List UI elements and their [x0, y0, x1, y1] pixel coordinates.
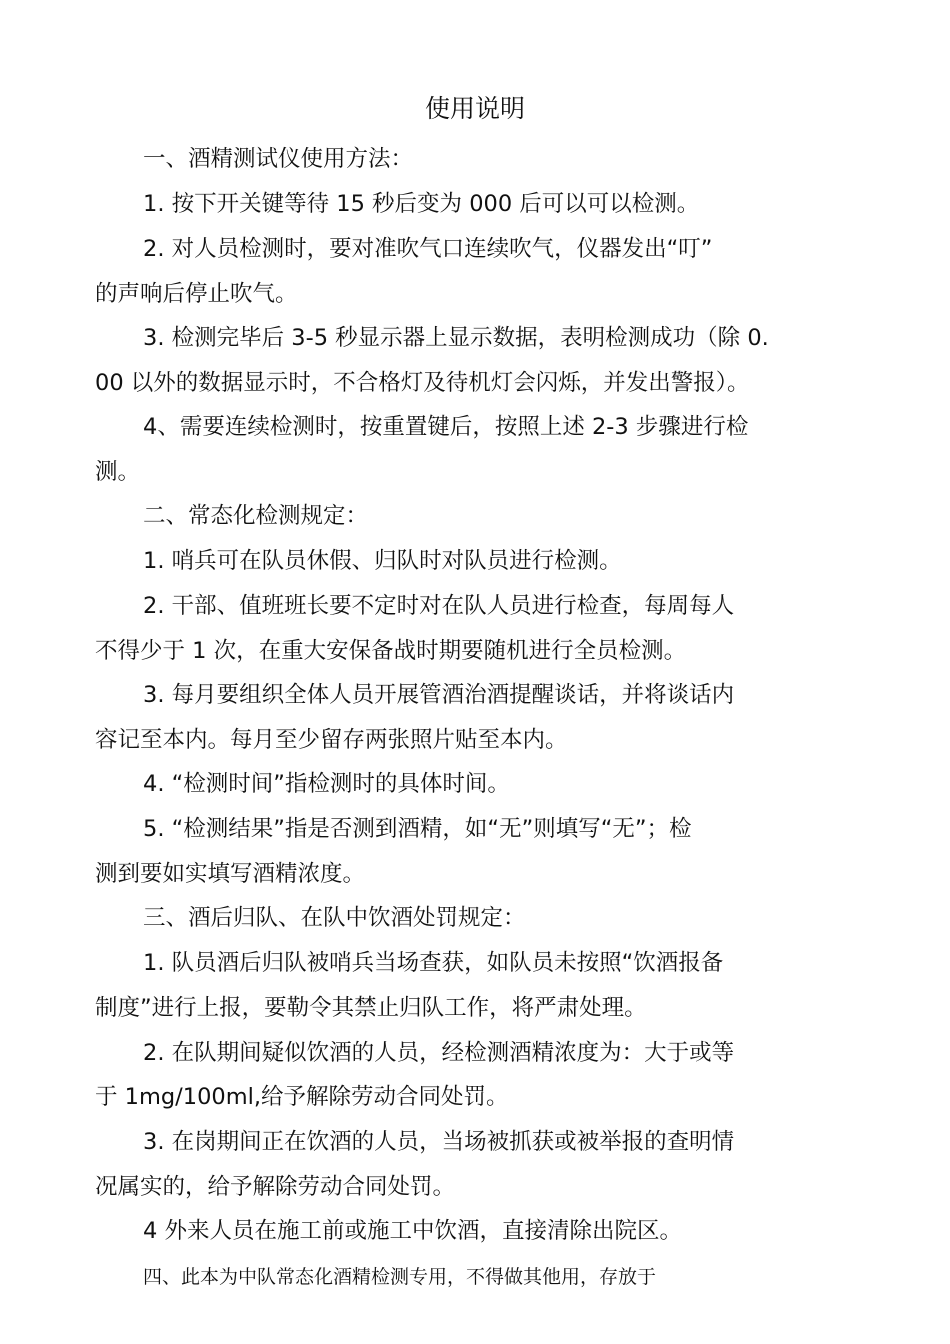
paragraph-line: 2. 在队期间疑似饮酒的人员，经检测酒精浓度为：大于或等	[143, 1040, 735, 1066]
paragraph-line: 2. 对人员检测时，要对准吹气口连续吹气，仪器发出“叮”	[143, 236, 713, 262]
paragraph-line: 5. “检测结果”指是否测到酒精，如“无”则填写“无”；检	[143, 816, 692, 842]
section-heading-1: 一、酒精测试仪使用方法：	[143, 146, 414, 172]
paragraph-line: 测到要如实填写酒精浓度。	[95, 861, 366, 887]
paragraph-line: 4 外来人员在施工前或施工中饮酒，直接清除出院区。	[143, 1218, 682, 1244]
paragraph-line: 4. “检测时间”指检测时的具体时间。	[143, 771, 510, 797]
page-title: 使用说明	[424, 94, 525, 123]
paragraph-line: 况属实的，给予解除劳动合同处罚。	[95, 1174, 456, 1200]
section-heading-4: 四、此本为中队常态化酒精检测专用，不得做其他用，存放于	[143, 1266, 657, 1288]
paragraph-line: 1. 按下开关键等待 15 秒后变为 000 后可以可以检测。	[143, 191, 700, 217]
section-heading-2: 二、常态化检测规定：	[143, 503, 369, 529]
paragraph-line: 不得少于 1 次，在重大安保备战时期要随机进行全员检测。	[95, 638, 687, 664]
paragraph-line: 容记至本内。每月至少留存两张照片贴至本内。	[95, 727, 568, 753]
section-heading-3: 三、酒后归队、在队中饮酒处罚规定：	[143, 905, 526, 931]
paragraph-line: 3. 每月要组织全体人员开展管酒治酒提醒谈话，并将谈话内	[143, 682, 735, 708]
paragraph-line: 1. 队员酒后归队被哨兵当场查获，如队员未按照“饮酒报备	[143, 950, 724, 976]
paragraph-line: 3. 在岗期间正在饮酒的人员，当场被抓获或被举报的查明情	[143, 1129, 735, 1155]
paragraph-line: 的声响后停止吹气。	[95, 281, 298, 307]
paragraph-line: 4、需要连续检测时，按重置键后，按照上述 2-3 步骤进行检	[143, 414, 749, 440]
paragraph-line: 制度”进行上报，要勒令其禁止归队工作，将严肃处理。	[95, 995, 647, 1021]
paragraph-line: 00 以外的数据显示时，不合格灯及待机灯会闪烁，并发出警报）。	[95, 370, 750, 396]
paragraph-line: 于 1mg/100ml,给予解除劳动合同处罚。	[95, 1084, 509, 1110]
paragraph-line: 3. 检测完毕后 3-5 秒显示器上显示数据，表明检测成功（除 0.	[143, 325, 769, 351]
paragraph-line: 测。	[95, 459, 141, 485]
paragraph-line: 2. 干部、值班班长要不定时对在队人员进行检查，每周每人	[143, 593, 735, 619]
paragraph-line: 1. 哨兵可在队员休假、归队时对队员进行检测。	[143, 548, 622, 574]
